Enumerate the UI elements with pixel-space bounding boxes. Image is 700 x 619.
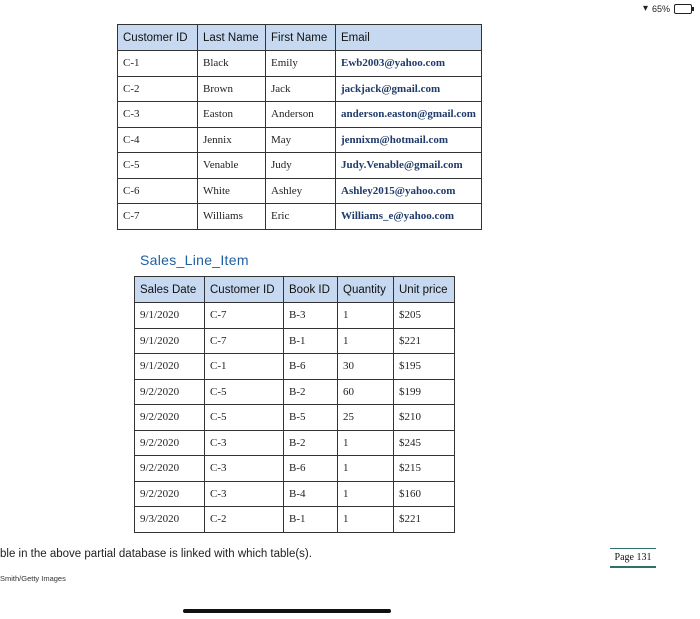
table-row: [118, 102, 482, 128]
table-cell: 30: [338, 354, 394, 380]
table-row: [118, 204, 482, 230]
table-cell: 1: [338, 303, 394, 329]
table-cell: C-7: [118, 204, 198, 230]
table-cell: 9/3/2020: [135, 507, 205, 533]
table-cell: $210: [394, 405, 455, 431]
table-cell: 9/2/2020: [135, 379, 205, 405]
table-cell: C-7: [205, 303, 284, 329]
customer-table-header: [118, 25, 482, 51]
table-cell: $199: [394, 379, 455, 405]
table-cell: $205: [394, 303, 455, 329]
table-cell: White: [198, 178, 266, 204]
table-cell: B-2: [284, 430, 338, 456]
table-row: [118, 76, 482, 102]
table-cell: $221: [394, 507, 455, 533]
home-indicator[interactable]: [183, 609, 391, 613]
table-cell: C-5: [205, 405, 284, 431]
column-header: Quantity: [338, 277, 394, 303]
table-cell: 9/1/2020: [135, 328, 205, 354]
table-cell: Ashley: [266, 178, 336, 204]
table-cell: Judy.Venable@gmail.com: [336, 153, 482, 179]
table-cell: C-5: [205, 379, 284, 405]
column-header: Customer ID: [205, 277, 284, 303]
table-cell: C-3: [205, 481, 284, 507]
table-row: [135, 405, 455, 431]
table-cell: C-2: [118, 76, 198, 102]
customer-table: [117, 24, 482, 230]
sales-table-title: Sales_Line_Item: [140, 252, 249, 268]
column-header: Customer ID: [118, 25, 198, 51]
table-row: [135, 328, 455, 354]
table-cell: C-6: [118, 178, 198, 204]
table-cell: Easton: [198, 102, 266, 128]
table-cell: Williams_e@yahoo.com: [336, 204, 482, 230]
sales-table-header: [135, 277, 455, 303]
table-cell: $221: [394, 328, 455, 354]
table-cell: Jack: [266, 76, 336, 102]
table-row: [135, 379, 455, 405]
table-cell: C-4: [118, 127, 198, 153]
table-cell: Judy: [266, 153, 336, 179]
table-cell: Eric: [266, 204, 336, 230]
column-header: Last Name: [198, 25, 266, 51]
table-cell: C-1: [118, 51, 198, 77]
table-row: [118, 127, 482, 153]
table-cell: $195: [394, 354, 455, 380]
table-row: [135, 303, 455, 329]
table-cell: 1: [338, 481, 394, 507]
table-cell: C-3: [118, 102, 198, 128]
table-cell: Venable: [198, 153, 266, 179]
column-header: Unit price: [394, 277, 455, 303]
table-cell: C-7: [205, 328, 284, 354]
table-row: [118, 51, 482, 77]
column-header: Sales Date: [135, 277, 205, 303]
table-cell: B-6: [284, 456, 338, 482]
sales-line-item-table: [134, 276, 455, 533]
table-cell: 1: [338, 507, 394, 533]
table-cell: Williams: [198, 204, 266, 230]
table-row: [135, 481, 455, 507]
table-cell: Black: [198, 51, 266, 77]
column-header: Email: [336, 25, 482, 51]
table-cell: $245: [394, 430, 455, 456]
column-header: First Name: [266, 25, 336, 51]
image-credit: Smith/Getty Images: [0, 574, 66, 583]
table-cell: 1: [338, 456, 394, 482]
table-cell: Ewb2003@yahoo.com: [336, 51, 482, 77]
table-row: [135, 354, 455, 380]
table-cell: B-3: [284, 303, 338, 329]
battery-percentage: 65%: [651, 3, 670, 14]
table-cell: 9/2/2020: [135, 430, 205, 456]
table-cell: C-3: [205, 430, 284, 456]
table-cell: Ashley2015@yahoo.com: [336, 178, 482, 204]
table-cell: anderson.easton@gmail.com: [336, 102, 482, 128]
table-cell: B-1: [284, 328, 338, 354]
table-cell: $215: [394, 456, 455, 482]
table-cell: 25: [338, 405, 394, 431]
table-cell: 9/1/2020: [135, 303, 205, 329]
table-cell: B-5: [284, 405, 338, 431]
table-cell: C-1: [205, 354, 284, 380]
table-row: [135, 507, 455, 533]
table-cell: 9/2/2020: [135, 481, 205, 507]
page-number: Page 131: [610, 548, 656, 568]
table-cell: 9/2/2020: [135, 405, 205, 431]
table-cell: Brown: [198, 76, 266, 102]
table-row: [118, 153, 482, 179]
table-cell: B-2: [284, 379, 338, 405]
wifi-icon: ▾: [642, 3, 648, 14]
table-cell: Jennix: [198, 127, 266, 153]
table-cell: C-2: [205, 507, 284, 533]
table-cell: B-6: [284, 354, 338, 380]
question-text: ble in the above partial database is linked with which table(s).: [0, 548, 312, 560]
table-cell: jackjack@gmail.com: [336, 76, 482, 102]
battery-icon: [674, 4, 692, 14]
table-cell: jennixm@hotmail.com: [336, 127, 482, 153]
table-cell: Emily: [266, 51, 336, 77]
table-row: [135, 430, 455, 456]
table-row: [118, 178, 482, 204]
table-cell: B-4: [284, 481, 338, 507]
status-bar: [643, 3, 692, 14]
table-cell: 9/1/2020: [135, 354, 205, 380]
table-cell: 1: [338, 430, 394, 456]
table-cell: 60: [338, 379, 394, 405]
table-cell: C-5: [118, 153, 198, 179]
column-header: Book ID: [284, 277, 338, 303]
table-cell: $160: [394, 481, 455, 507]
table-cell: Anderson: [266, 102, 336, 128]
table-cell: C-3: [205, 456, 284, 482]
table-cell: 9/2/2020: [135, 456, 205, 482]
table-cell: May: [266, 127, 336, 153]
table-cell: 1: [338, 328, 394, 354]
table-cell: B-1: [284, 507, 338, 533]
table-row: [135, 456, 455, 482]
